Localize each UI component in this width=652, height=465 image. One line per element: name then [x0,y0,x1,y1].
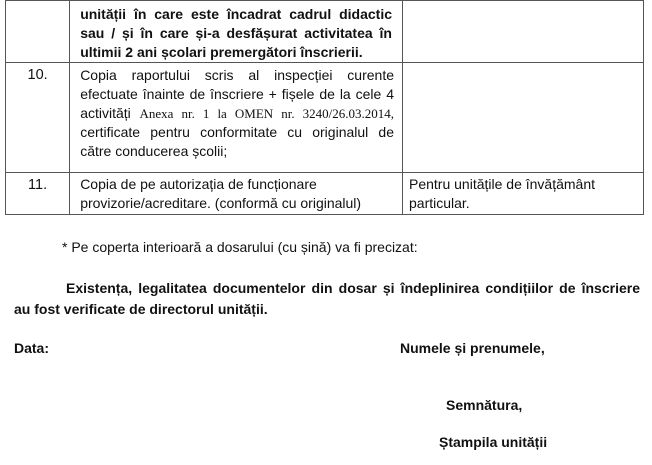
signature-label: Semnătura, [446,397,523,413]
row-number: 11. [28,177,48,193]
table-cell-description [70,173,403,215]
row3-note: Pentru unitățile de învățământ particular. [409,176,596,211]
table-row [6,1,644,63]
footnote: * Pe coperta interioară a dosarului (cu șină) va fi precizat: [62,239,418,255]
table-cell-note [403,63,644,173]
requirements-table [5,0,644,215]
table-cell-note [403,1,644,63]
row-number-cell [6,63,70,173]
row-number-cell [6,1,70,63]
row-number-cell [6,173,70,215]
table-row [6,63,644,173]
stamp-label: Ștampila unității [439,434,548,450]
table-cell-description [70,1,403,63]
annex-reference: Anexa nr. 1 la OMEN nr. 3240/26.03.2014, [139,106,395,121]
row-number: 10. [27,67,48,83]
table-cell-description [70,63,403,173]
row3-text: Copia de pe autorizația de funcționare provizorie/acreditare. (conformă cu originalul) [80,176,362,211]
name-label: Numele și prenumele, [400,340,545,356]
verification-statement: Existența, legalitatea documentelor din dosar și îndeplinirea condițiilor de înscriere au fost verificate de directorul unității. [14,280,640,317]
row2-text-part1: Copia raportului scris al inspecției curente efectuate înainte de înscriere + fișele de la cele 4 activități [80,67,394,121]
table-cell-note [403,173,644,215]
row1-text: unității în care este încadrat cadrul didactic sau / și în care și-a desfășurat activitatea în ultimii 2 ani școlari premergători înscrierii. [80,6,392,60]
row2-text-part2: certificate pentru conformitate cu originalul de către conducerea școlii; [80,124,394,159]
date-label: Data: [14,340,50,356]
table-row [6,173,644,215]
